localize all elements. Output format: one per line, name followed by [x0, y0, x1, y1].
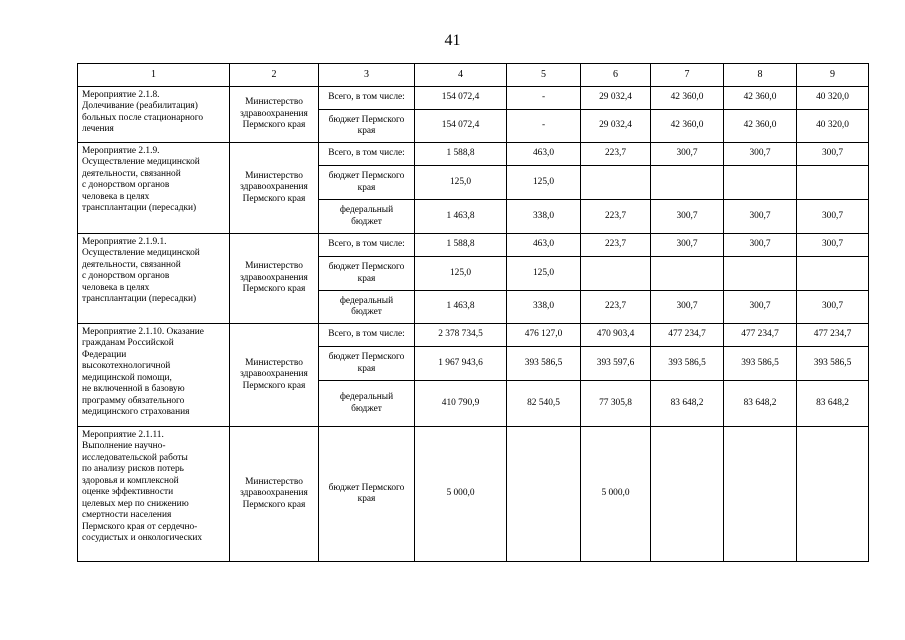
amount-col-8: 393 586,5 [724, 347, 797, 381]
amount-col-9 [797, 257, 869, 291]
amount-col-5: 338,0 [507, 291, 581, 324]
amount-col-7 [651, 427, 724, 562]
table-row [78, 87, 869, 110]
responsible-executor: Министерство здравоохранения Пермского края [230, 234, 319, 324]
amount-col-7: 300,7 [651, 143, 724, 166]
amount-col-8 [724, 166, 797, 200]
table-row [78, 234, 869, 257]
funding-source: бюджет Пермского края [319, 347, 415, 381]
activity-name: Мероприятие 2.1.9.1. Осуществление медицинской деятельности, связанной с донорством органов человека в целях трансплантации (пересадки) [78, 234, 230, 324]
activity-name: Мероприятие 2.1.11. Выполнение научно- исследовательской работы по анализу рисков потерь здоровья и комплексной оценке эффективности целевых мер по снижению смертности населения Пермского края от сердечно- сосудистых и онкологических [78, 427, 230, 562]
amount-col-8: 42 360,0 [724, 87, 797, 110]
amount-col-4: 410 790,9 [415, 381, 507, 427]
column-header-6: 6 [581, 64, 651, 87]
table-row [78, 324, 869, 347]
amount-col-4: 154 072,4 [415, 87, 507, 110]
amount-col-6: 223,7 [581, 291, 651, 324]
table-body [78, 87, 869, 562]
amount-col-8: 300,7 [724, 143, 797, 166]
amount-col-5 [507, 427, 581, 562]
funding-source: Всего, в том числе: [319, 143, 415, 166]
column-header-7: 7 [651, 64, 724, 87]
column-header-3: 3 [319, 64, 415, 87]
column-header-4: 4 [415, 64, 507, 87]
column-header-1: 1 [78, 64, 230, 87]
amount-col-9: 300,7 [797, 291, 869, 324]
amount-col-7: 300,7 [651, 234, 724, 257]
responsible-executor: Министерство здравоохранения Пермского края [230, 324, 319, 427]
funding-source: бюджет Пермского края [319, 257, 415, 291]
amount-col-6: 223,7 [581, 234, 651, 257]
funding-source: федеральный бюджет [319, 291, 415, 324]
funding-source: Всего, в том числе: [319, 87, 415, 110]
amount-col-6: 393 597,6 [581, 347, 651, 381]
amount-col-6: 5 000,0 [581, 427, 651, 562]
column-header-2: 2 [230, 64, 319, 87]
header-row [78, 64, 869, 87]
amount-col-4: 1 588,8 [415, 234, 507, 257]
amount-col-7: 477 234,7 [651, 324, 724, 347]
amount-col-7 [651, 166, 724, 200]
amount-col-6: 77 305,8 [581, 381, 651, 427]
amount-col-9: 300,7 [797, 143, 869, 166]
column-header-9: 9 [797, 64, 869, 87]
funding-source: Всего, в том числе: [319, 324, 415, 347]
activity-name: Мероприятие 2.1.10. Оказание гражданам Российской Федерации высокотехнологичной медицинской помощи, не включенной в базовую программу обязательного медицинского страхования [78, 324, 230, 427]
amount-col-5: 125,0 [507, 166, 581, 200]
amount-col-9 [797, 166, 869, 200]
funding-table [77, 63, 869, 562]
amount-col-5: 476 127,0 [507, 324, 581, 347]
amount-col-6 [581, 166, 651, 200]
amount-col-8 [724, 257, 797, 291]
amount-col-5: 82 540,5 [507, 381, 581, 427]
amount-col-7: 83 648,2 [651, 381, 724, 427]
amount-col-8: 300,7 [724, 291, 797, 324]
amount-col-5: 463,0 [507, 234, 581, 257]
amount-col-7 [651, 257, 724, 291]
amount-col-5: - [507, 87, 581, 110]
table-row [78, 143, 869, 166]
table-header [78, 64, 869, 87]
funding-source: федеральный бюджет [319, 381, 415, 427]
activity-name: Мероприятие 2.1.9. Осуществление медицинской деятельности, связанной с донорством органов человека в целях трансплантации (пересадки) [78, 143, 230, 234]
column-header-5: 5 [507, 64, 581, 87]
responsible-executor: Министерство здравоохранения Пермского края [230, 427, 319, 562]
amount-col-7: 300,7 [651, 291, 724, 324]
page-number: 41 [444, 32, 461, 49]
amount-col-7: 300,7 [651, 200, 724, 234]
amount-col-8 [724, 427, 797, 562]
funding-source: бюджет Пермского края [319, 166, 415, 200]
amount-col-4: 1 967 943,6 [415, 347, 507, 381]
amount-col-9: 393 586,5 [797, 347, 869, 381]
funding-source: федеральный бюджет [319, 200, 415, 234]
amount-col-4: 2 378 734,5 [415, 324, 507, 347]
amount-col-5: - [507, 110, 581, 143]
amount-col-9: 300,7 [797, 234, 869, 257]
amount-col-6: 223,7 [581, 200, 651, 234]
amount-col-4: 125,0 [415, 257, 507, 291]
table-row [78, 427, 869, 562]
amount-col-7: 42 360,0 [651, 87, 724, 110]
amount-col-8: 300,7 [724, 200, 797, 234]
amount-col-6 [581, 257, 651, 291]
funding-source: бюджет Пермского края [319, 427, 415, 562]
amount-col-8: 477 234,7 [724, 324, 797, 347]
amount-col-9: 40 320,0 [797, 87, 869, 110]
amount-col-6: 29 032,4 [581, 110, 651, 143]
amount-col-9 [797, 427, 869, 562]
amount-col-8: 300,7 [724, 234, 797, 257]
amount-col-4: 154 072,4 [415, 110, 507, 143]
amount-col-8: 42 360,0 [724, 110, 797, 143]
activity-name: Мероприятие 2.1.8. Долечивание (реабилитация) больных после стационарного лечения [78, 87, 230, 143]
column-header-8: 8 [724, 64, 797, 87]
amount-col-5: 463,0 [507, 143, 581, 166]
amount-col-5: 393 586,5 [507, 347, 581, 381]
amount-col-9: 300,7 [797, 200, 869, 234]
amount-col-8: 83 648,2 [724, 381, 797, 427]
amount-col-9: 477 234,7 [797, 324, 869, 347]
amount-col-4: 1 588,8 [415, 143, 507, 166]
amount-col-6: 223,7 [581, 143, 651, 166]
amount-col-4: 5 000,0 [415, 427, 507, 562]
amount-col-5: 338,0 [507, 200, 581, 234]
responsible-executor: Министерство здравоохранения Пермского края [230, 87, 319, 143]
responsible-executor: Министерство здравоохранения Пермского края [230, 143, 319, 234]
amount-col-6: 470 903,4 [581, 324, 651, 347]
amount-col-9: 83 648,2 [797, 381, 869, 427]
funding-source: Всего, в том числе: [319, 234, 415, 257]
amount-col-4: 1 463,8 [415, 200, 507, 234]
amount-col-9: 40 320,0 [797, 110, 869, 143]
amount-col-4: 125,0 [415, 166, 507, 200]
amount-col-6: 29 032,4 [581, 87, 651, 110]
funding-source: бюджет Пермского края [319, 110, 415, 143]
amount-col-4: 1 463,8 [415, 291, 507, 324]
amount-col-7: 42 360,0 [651, 110, 724, 143]
amount-col-7: 393 586,5 [651, 347, 724, 381]
amount-col-5: 125,0 [507, 257, 581, 291]
